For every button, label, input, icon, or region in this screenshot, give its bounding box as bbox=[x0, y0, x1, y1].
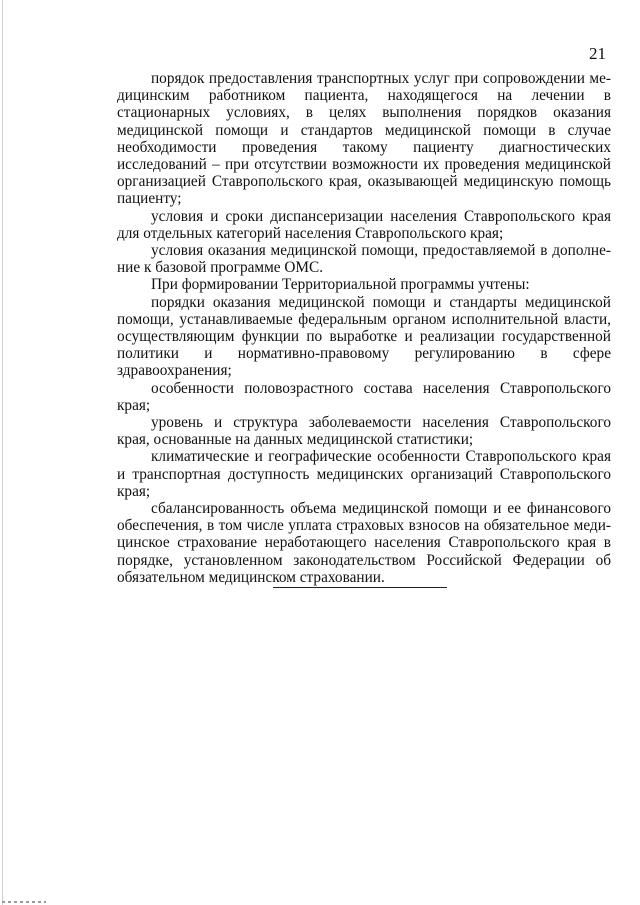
paragraph-formation-intro: При формировании Территориальной программы учтены: bbox=[151, 276, 530, 294]
paragraph-climate: климатические и географические особенности Ставропольского края и транспортная доступность медицинских организаций Ставропольского края; bbox=[117, 448, 611, 500]
paragraph-dispensary-terms: условия и сроки диспансеризации населения Ставропольского края для отдельных категорий населения Ставропольского края; bbox=[117, 207, 611, 242]
paragraph-additional-care: условия оказания медицинской помощи, предоставляемой в дополнение к базовой программе ОМС. bbox=[117, 242, 611, 277]
separator-line bbox=[273, 587, 447, 588]
paragraph-age-sex: особенности половозрастного состава населения Ставропольского края; bbox=[117, 379, 611, 414]
paragraph-standards: порядки оказания медицинской помощи и стандарты медицинской помощи, устанавливаемые федеральным органом исполнительной власти, осуществляющим функции по выработке и реализации государственной политики и нормативно-правовому регулированию в сфере здравоохранения; bbox=[117, 293, 611, 380]
paragraph-financing: сбалансированность объема медицинской помощи и ее финансового обеспечения, в том числе уплата страховых взносов на обязательное медицинское страхование неработающего населения Ставропольского края в порядке, установленном законодательством Российской Федерации об обязательном медицинском страховании. bbox=[117, 500, 611, 586]
scan-edge-line bbox=[2, 0, 3, 905]
body-text bbox=[117, 70, 611, 586]
scan-artifact-marks bbox=[2, 901, 46, 903]
paragraph-transport-services: порядок предоставления транспортных услуг при сопровождении медицинским работником пациента, находящегося на лечении в стационарных условиях, в целях выполнения порядков оказания медицинской помощи и стандартов медицинской помощи в случае необходимости проведения такому пациенту диагностических исследований – при отсутствии возможности их проведения медицинской организацией Ставропольского края, оказывающей медицинскую помощь пациенту; bbox=[117, 70, 611, 208]
paragraph-morbidity: уровень и структура заболеваемости населения Ставропольского края, основанные на данных медицинской статистики; bbox=[117, 414, 611, 449]
page-number: 21 bbox=[589, 44, 606, 63]
